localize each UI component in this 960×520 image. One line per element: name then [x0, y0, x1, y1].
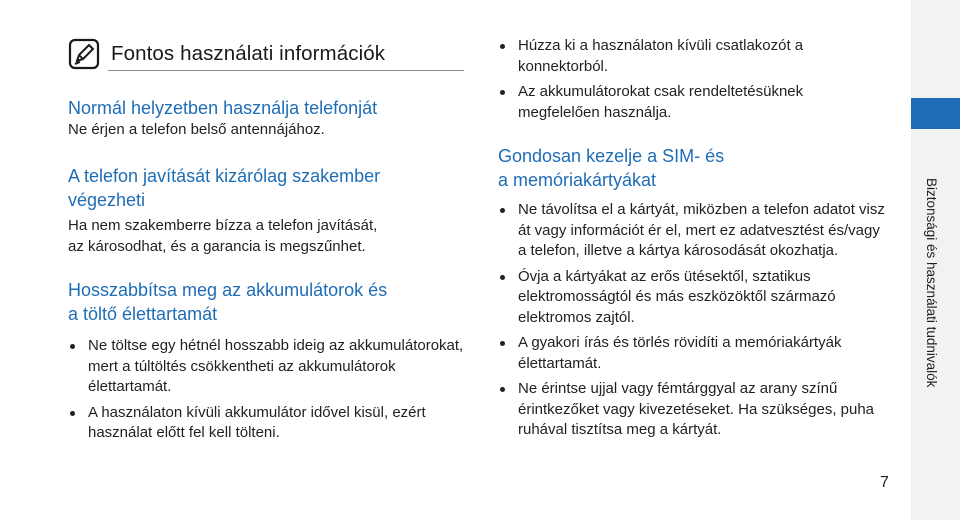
- bullet-icon: [70, 344, 75, 349]
- list-item-text: Húzza ki a használaton kívüli csatlakozót a konnektorból.: [518, 37, 804, 75]
- page-title: Fontos használati információk: [111, 42, 386, 65]
- page-title-row: [68, 38, 385, 70]
- section-battery-life: [68, 278, 468, 449]
- page-number: 7: [880, 474, 889, 491]
- sidebar-section-label: Biztonsági és használati tudnivalók: [924, 178, 939, 388]
- bullet-list: [498, 200, 888, 441]
- section-text-line2: az károsodhat, és a garancia is megszűnhet.: [68, 237, 366, 255]
- section-text: Ne érjen a telefon belső antennájához.: [68, 121, 325, 138]
- section-heading-line1: A telefon javítását kizárólag szakember: [68, 166, 381, 186]
- list-item: [498, 333, 888, 374]
- bullet-list-top: [498, 36, 878, 128]
- list-item: [68, 336, 468, 398]
- bullet-icon: [500, 387, 505, 392]
- list-item-text: Óvja a kártyákat az erős ütésektől, sztatikus elektromosságtól és más eszközöktől származó elektromos zajtól.: [518, 267, 836, 326]
- bullet-icon: [500, 44, 505, 49]
- section-heading-line1: Gondosan kezelje a SIM- és: [498, 146, 725, 166]
- note-pencil-icon: [68, 38, 100, 70]
- list-item: [498, 36, 878, 77]
- sidebar-section-tab: [911, 98, 960, 129]
- section-heading-line2: végezheti: [68, 190, 146, 210]
- section-normal-position: [68, 96, 468, 141]
- bullet-icon: [500, 275, 505, 280]
- list-item: [498, 267, 888, 329]
- section-sim-memory-cards: [498, 144, 898, 446]
- section-heading: Normál helyzetben használja telefonját: [68, 98, 378, 118]
- section-text-line1: Ha nem szakemberre bízza a telefon javítását,: [68, 217, 378, 234]
- list-item-text: Ne távolítsa el a kártyát, miközben a telefon adatot visz át vagy információt ér el, mert ez adatvesztést és/vagy a telefon, illetve a kártya károsodását okozhatja.: [518, 201, 885, 259]
- list-item-text: Ne érintse ujjal vagy fémtárggyal az arany színű érintkezőket vagy kivezetéseket. Ha szükséges, puha ruhával tisztítsa meg a kártyát.: [518, 380, 875, 438]
- list-item: [498, 200, 888, 262]
- bullet-list: [68, 336, 468, 444]
- list-item-text: Az akkumulátorokat csak rendeltetésüknek megfelelően használja.: [518, 83, 804, 121]
- bullet-icon: [500, 208, 505, 213]
- list-item: [498, 82, 878, 123]
- section-heading-line2: a memóriakártyákat: [498, 170, 657, 190]
- bullet-icon: [500, 341, 505, 346]
- list-item-text: Ne töltse egy hétnél hosszabb ideig az akkumulátorokat, mert a túltöltés csökkentheti az akkumulátorok élettartamát.: [88, 337, 464, 395]
- section-heading-line1: Hosszabbítsa meg az akkumulátorok és: [68, 280, 388, 300]
- list-item: [68, 403, 468, 444]
- bullet-icon: [500, 90, 505, 95]
- title-divider: [108, 70, 464, 71]
- bullet-icon: [70, 411, 75, 416]
- list-item: [498, 379, 888, 441]
- sidebar-background-top: [911, 0, 960, 98]
- list-item-text: A használaton kívüli akkumulátor idővel kisül, ezért használat előtt fel kell tölteni.: [88, 403, 426, 441]
- section-repair: [68, 164, 468, 257]
- list-item-text: A gyakori írás és törlés rövidíti a memóriakártyák élettartamát.: [518, 334, 842, 372]
- section-heading-line2: a töltő élettartamát: [68, 304, 218, 324]
